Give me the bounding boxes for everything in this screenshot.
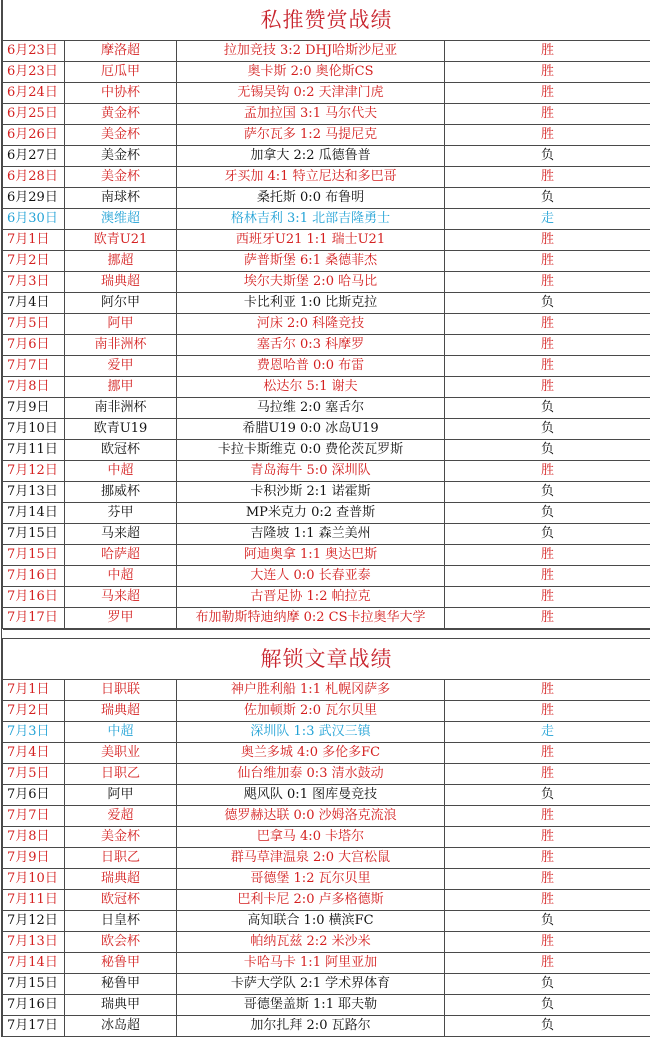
league-cell: 爱甲 [65, 356, 177, 377]
result-cell: 胜 [445, 461, 650, 482]
league-cell: 中超 [65, 722, 177, 743]
date-cell: 7月6日 [3, 335, 65, 356]
league-cell: 马来超 [65, 587, 177, 608]
record-row [3, 764, 650, 785]
match-cell: 巴利卡尼 2:0 卢多格德斯 [177, 890, 445, 911]
date-cell: 7月2日 [3, 251, 65, 272]
record-row [3, 869, 650, 890]
match-cell: 希腊U19 0:0 冰岛U19 [177, 419, 445, 440]
date-cell: 7月14日 [3, 503, 65, 524]
date-cell: 7月15日 [3, 524, 65, 545]
date-cell: 7月1日 [3, 680, 65, 701]
match-cell: 卡哈马卡 1:1 阿里亚加 [177, 953, 445, 974]
date-cell: 7月16日 [3, 995, 65, 1016]
match-cell: 德罗赫达联 0:0 沙姆洛克流浪 [177, 806, 445, 827]
record-row [3, 503, 650, 524]
record-row [3, 146, 650, 167]
date-cell: 7月13日 [3, 932, 65, 953]
match-cell: 萨尔瓦多 1:2 马提尼克 [177, 125, 445, 146]
date-cell: 7月8日 [3, 827, 65, 848]
record-row [3, 398, 650, 419]
record-row [3, 125, 650, 146]
record-row [3, 566, 650, 587]
match-cell: 马拉维 2:0 塞舌尔 [177, 398, 445, 419]
league-cell: 日职乙 [65, 764, 177, 785]
result-cell: 胜 [445, 230, 650, 251]
league-cell: 中超 [65, 566, 177, 587]
league-cell: 中超 [65, 461, 177, 482]
result-cell: 负 [445, 1016, 650, 1037]
match-cell: 大连人 0:0 长春亚泰 [177, 566, 445, 587]
result-cell: 负 [445, 482, 650, 503]
league-cell: 美职业 [65, 743, 177, 764]
match-cell: 阿迪奥拿 1:1 奥达巴斯 [177, 545, 445, 566]
date-cell: 7月4日 [3, 743, 65, 764]
date-cell: 7月8日 [3, 377, 65, 398]
record-row [3, 62, 650, 83]
result-cell: 胜 [445, 83, 650, 104]
record-row [3, 806, 650, 827]
result-cell: 胜 [445, 314, 650, 335]
date-cell: 7月3日 [3, 722, 65, 743]
result-cell: 胜 [445, 62, 650, 83]
record-row [3, 41, 650, 62]
league-cell: 南非洲杯 [65, 335, 177, 356]
result-cell: 负 [445, 293, 650, 314]
league-cell: 秘鲁甲 [65, 974, 177, 995]
result-cell: 走 [445, 722, 650, 743]
league-cell: 南球杯 [65, 188, 177, 209]
record-row [3, 419, 650, 440]
league-cell: 阿甲 [65, 314, 177, 335]
section-gap [3, 630, 650, 639]
record-row [3, 83, 650, 104]
league-cell: 冰岛超 [65, 1016, 177, 1037]
date-cell: 7月9日 [3, 398, 65, 419]
result-cell: 负 [445, 398, 650, 419]
record-row [3, 827, 650, 848]
record-row [3, 230, 650, 251]
date-cell: 7月5日 [3, 314, 65, 335]
date-cell: 7月9日 [3, 848, 65, 869]
date-cell: 7月3日 [3, 272, 65, 293]
result-cell: 走 [445, 209, 650, 230]
result-cell: 负 [445, 911, 650, 932]
result-cell: 负 [445, 503, 650, 524]
match-cell: 布加勒斯特迪纳摩 0:2 CS卡拉奥华大学 [177, 608, 445, 629]
section-title-unlock: 解锁文章战绩 [3, 639, 650, 680]
date-cell: 7月6日 [3, 785, 65, 806]
date-cell: 7月7日 [3, 806, 65, 827]
record-row [3, 680, 650, 701]
league-cell: 黄金杯 [65, 104, 177, 125]
match-cell: 吉隆坡 1:1 森兰美州 [177, 524, 445, 545]
league-cell: 欧冠杯 [65, 890, 177, 911]
match-cell: 神户胜利船 1:1 札幌冈萨多 [177, 680, 445, 701]
match-cell: 河床 2:0 科隆竞技 [177, 314, 445, 335]
match-cell: 卡积沙斯 2:1 诺霍斯 [177, 482, 445, 503]
match-cell: 格林吉利 3:1 北部吉隆勇士 [177, 209, 445, 230]
record-row [3, 272, 650, 293]
record-row [3, 785, 650, 806]
date-cell: 7月12日 [3, 911, 65, 932]
result-cell: 胜 [445, 167, 650, 188]
result-cell: 胜 [445, 356, 650, 377]
record-row [3, 377, 650, 398]
league-cell: 阿尔甲 [65, 293, 177, 314]
league-cell: 哈萨超 [65, 545, 177, 566]
league-cell: 欧青U21 [65, 230, 177, 251]
result-cell: 胜 [445, 125, 650, 146]
record-row [3, 1016, 650, 1037]
date-cell: 6月28日 [3, 167, 65, 188]
league-cell: 美金杯 [65, 125, 177, 146]
date-cell: 7月12日 [3, 461, 65, 482]
date-cell: 7月16日 [3, 587, 65, 608]
result-cell: 胜 [445, 743, 650, 764]
record-row [3, 167, 650, 188]
match-cell: 西班牙U21 1:1 瑞士U21 [177, 230, 445, 251]
result-cell: 负 [445, 419, 650, 440]
league-cell: 挪威杯 [65, 482, 177, 503]
record-row [3, 608, 650, 629]
league-cell: 美金杯 [65, 167, 177, 188]
section-title-row [3, 639, 650, 680]
record-row [3, 188, 650, 209]
result-cell: 胜 [445, 608, 650, 629]
result-cell: 胜 [445, 335, 650, 356]
league-cell: 马来超 [65, 524, 177, 545]
record-row [3, 848, 650, 869]
league-cell: 瑞典超 [65, 701, 177, 722]
league-cell: 瑞典超 [65, 869, 177, 890]
record-row [3, 701, 650, 722]
league-cell: 日职乙 [65, 848, 177, 869]
match-cell: 牙买加 4:1 特立尼达和多巴哥 [177, 167, 445, 188]
league-cell: 欧会杯 [65, 932, 177, 953]
result-cell: 胜 [445, 806, 650, 827]
league-cell: 澳维超 [65, 209, 177, 230]
date-cell: 7月5日 [3, 764, 65, 785]
result-cell: 胜 [445, 587, 650, 608]
match-cell: 孟加拉国 3:1 马尔代夫 [177, 104, 445, 125]
result-cell: 胜 [445, 827, 650, 848]
record-row [3, 995, 650, 1016]
result-cell: 胜 [445, 41, 650, 62]
result-cell: 胜 [445, 953, 650, 974]
result-cell: 胜 [445, 545, 650, 566]
date-cell: 7月17日 [3, 608, 65, 629]
league-cell: 欧青U19 [65, 419, 177, 440]
match-cell: 松达尔 5:1 谢夫 [177, 377, 445, 398]
record-row [3, 293, 650, 314]
result-cell: 胜 [445, 251, 650, 272]
record-row [3, 335, 650, 356]
record-row [3, 911, 650, 932]
match-cell: 加尔扎拜 2:0 瓦路尔 [177, 1016, 445, 1037]
date-cell: 7月15日 [3, 545, 65, 566]
league-cell: 日职联 [65, 680, 177, 701]
league-cell: 挪甲 [65, 377, 177, 398]
date-cell: 7月13日 [3, 482, 65, 503]
league-cell: 摩洛超 [65, 41, 177, 62]
result-cell: 胜 [445, 701, 650, 722]
result-cell: 胜 [445, 272, 650, 293]
league-cell: 秘鲁甲 [65, 953, 177, 974]
result-cell: 胜 [445, 680, 650, 701]
league-cell: 日皇杯 [65, 911, 177, 932]
record-row [3, 890, 650, 911]
date-cell: 7月11日 [3, 890, 65, 911]
record-row [3, 722, 650, 743]
league-cell: 厄瓜甲 [65, 62, 177, 83]
match-cell: 卡萨大学队 2:1 学术界体育 [177, 974, 445, 995]
record-row [3, 209, 650, 230]
result-cell: 负 [445, 785, 650, 806]
league-cell: 南非洲杯 [65, 398, 177, 419]
record-row [3, 932, 650, 953]
result-cell: 胜 [445, 377, 650, 398]
match-cell: 深圳队 1:3 武汉三镇 [177, 722, 445, 743]
date-cell: 6月29日 [3, 188, 65, 209]
result-cell: 负 [445, 146, 650, 167]
result-cell: 胜 [445, 890, 650, 911]
league-cell: 瑞典甲 [65, 995, 177, 1016]
date-cell: 7月10日 [3, 869, 65, 890]
match-cell: 佐加顿斯 2:0 瓦尔贝里 [177, 701, 445, 722]
league-cell: 芬甲 [65, 503, 177, 524]
date-cell: 7月10日 [3, 419, 65, 440]
record-row [3, 461, 650, 482]
date-cell: 7月7日 [3, 356, 65, 377]
date-cell: 6月24日 [3, 83, 65, 104]
match-cell: 古晋足协 1:2 帕拉克 [177, 587, 445, 608]
league-cell: 美金杯 [65, 146, 177, 167]
league-cell: 中协杯 [65, 83, 177, 104]
match-cell: 卡拉卡斯维克 0:0 费伦茨瓦罗斯 [177, 440, 445, 461]
result-cell: 胜 [445, 764, 650, 785]
record-row [3, 482, 650, 503]
section-title-private: 私推赞赏战绩 [3, 0, 650, 41]
result-cell: 负 [445, 188, 650, 209]
result-cell: 胜 [445, 932, 650, 953]
match-cell: 高知联合 1:0 横滨FC [177, 911, 445, 932]
section-gap-cell [3, 630, 650, 639]
match-cell: 哥德堡 1:2 瓦尔贝里 [177, 869, 445, 890]
record-row [3, 104, 650, 125]
record-table-1-body [3, 0, 650, 629]
result-cell: 负 [445, 440, 650, 461]
record-row [3, 743, 650, 764]
date-cell: 7月4日 [3, 293, 65, 314]
league-cell: 爱超 [65, 806, 177, 827]
match-cell: 帕纳瓦兹 2:2 米沙米 [177, 932, 445, 953]
match-cell: 加拿大 2:2 瓜德鲁普 [177, 146, 445, 167]
league-cell: 挪超 [65, 251, 177, 272]
match-cell: 拉加竞技 3:2 DHJ哈斯沙尼亚 [177, 41, 445, 62]
results-sheet [1, 0, 650, 1037]
match-cell: 埃尔夫斯堡 2:0 哈马比 [177, 272, 445, 293]
league-cell: 阿甲 [65, 785, 177, 806]
date-cell: 6月30日 [3, 209, 65, 230]
result-cell: 胜 [445, 869, 650, 890]
date-cell: 6月27日 [3, 146, 65, 167]
result-cell: 胜 [445, 566, 650, 587]
record-row [3, 587, 650, 608]
record-row [3, 953, 650, 974]
record-table-1 [2, 0, 650, 629]
date-cell: 7月17日 [3, 1016, 65, 1037]
match-cell: 塞舌尔 0:3 科摩罗 [177, 335, 445, 356]
date-cell: 6月23日 [3, 62, 65, 83]
match-cell: 仙台维加泰 0:3 清水鼓动 [177, 764, 445, 785]
date-cell: 7月15日 [3, 974, 65, 995]
record-table-2-body [3, 630, 650, 1037]
record-row [3, 356, 650, 377]
result-cell: 负 [445, 524, 650, 545]
match-cell: 奥卡斯 2:0 奥伦斯CS [177, 62, 445, 83]
match-cell: 奥兰多城 4:0 多伦多FC [177, 743, 445, 764]
record-row [3, 974, 650, 995]
league-cell: 罗甲 [65, 608, 177, 629]
match-cell: 哥德堡盖斯 1:1 耶夫勒 [177, 995, 445, 1016]
date-cell: 7月14日 [3, 953, 65, 974]
result-cell: 胜 [445, 104, 650, 125]
match-cell: 群马草津温泉 2:0 大宫松鼠 [177, 848, 445, 869]
match-cell: 无锡吴钩 0:2 天津津门虎 [177, 83, 445, 104]
record-row [3, 545, 650, 566]
match-cell: 桑托斯 0:0 布鲁明 [177, 188, 445, 209]
match-cell: 费恩哈普 0:0 布雷 [177, 356, 445, 377]
match-cell: 青岛海牛 5:0 深圳队 [177, 461, 445, 482]
league-cell: 欧冠杯 [65, 440, 177, 461]
match-cell: 萨普斯堡 6:1 桑德菲杰 [177, 251, 445, 272]
match-cell: 飓风队 0:1 图库曼竞技 [177, 785, 445, 806]
record-row [3, 251, 650, 272]
league-cell: 瑞典超 [65, 272, 177, 293]
date-cell: 7月11日 [3, 440, 65, 461]
date-cell: 6月26日 [3, 125, 65, 146]
match-cell: MP米克力 0:2 查普斯 [177, 503, 445, 524]
record-table-2 [2, 629, 650, 1037]
result-cell: 负 [445, 995, 650, 1016]
date-cell: 7月2日 [3, 701, 65, 722]
match-cell: 卡比利亚 1:0 比斯克拉 [177, 293, 445, 314]
match-cell: 巴拿马 4:0 卡塔尔 [177, 827, 445, 848]
date-cell: 7月16日 [3, 566, 65, 587]
date-cell: 7月1日 [3, 230, 65, 251]
record-row [3, 524, 650, 545]
section-title-row [3, 0, 650, 41]
date-cell: 6月25日 [3, 104, 65, 125]
record-row [3, 314, 650, 335]
date-cell: 6月23日 [3, 41, 65, 62]
league-cell: 美金杯 [65, 827, 177, 848]
result-cell: 负 [445, 974, 650, 995]
result-cell: 胜 [445, 848, 650, 869]
record-row [3, 440, 650, 461]
